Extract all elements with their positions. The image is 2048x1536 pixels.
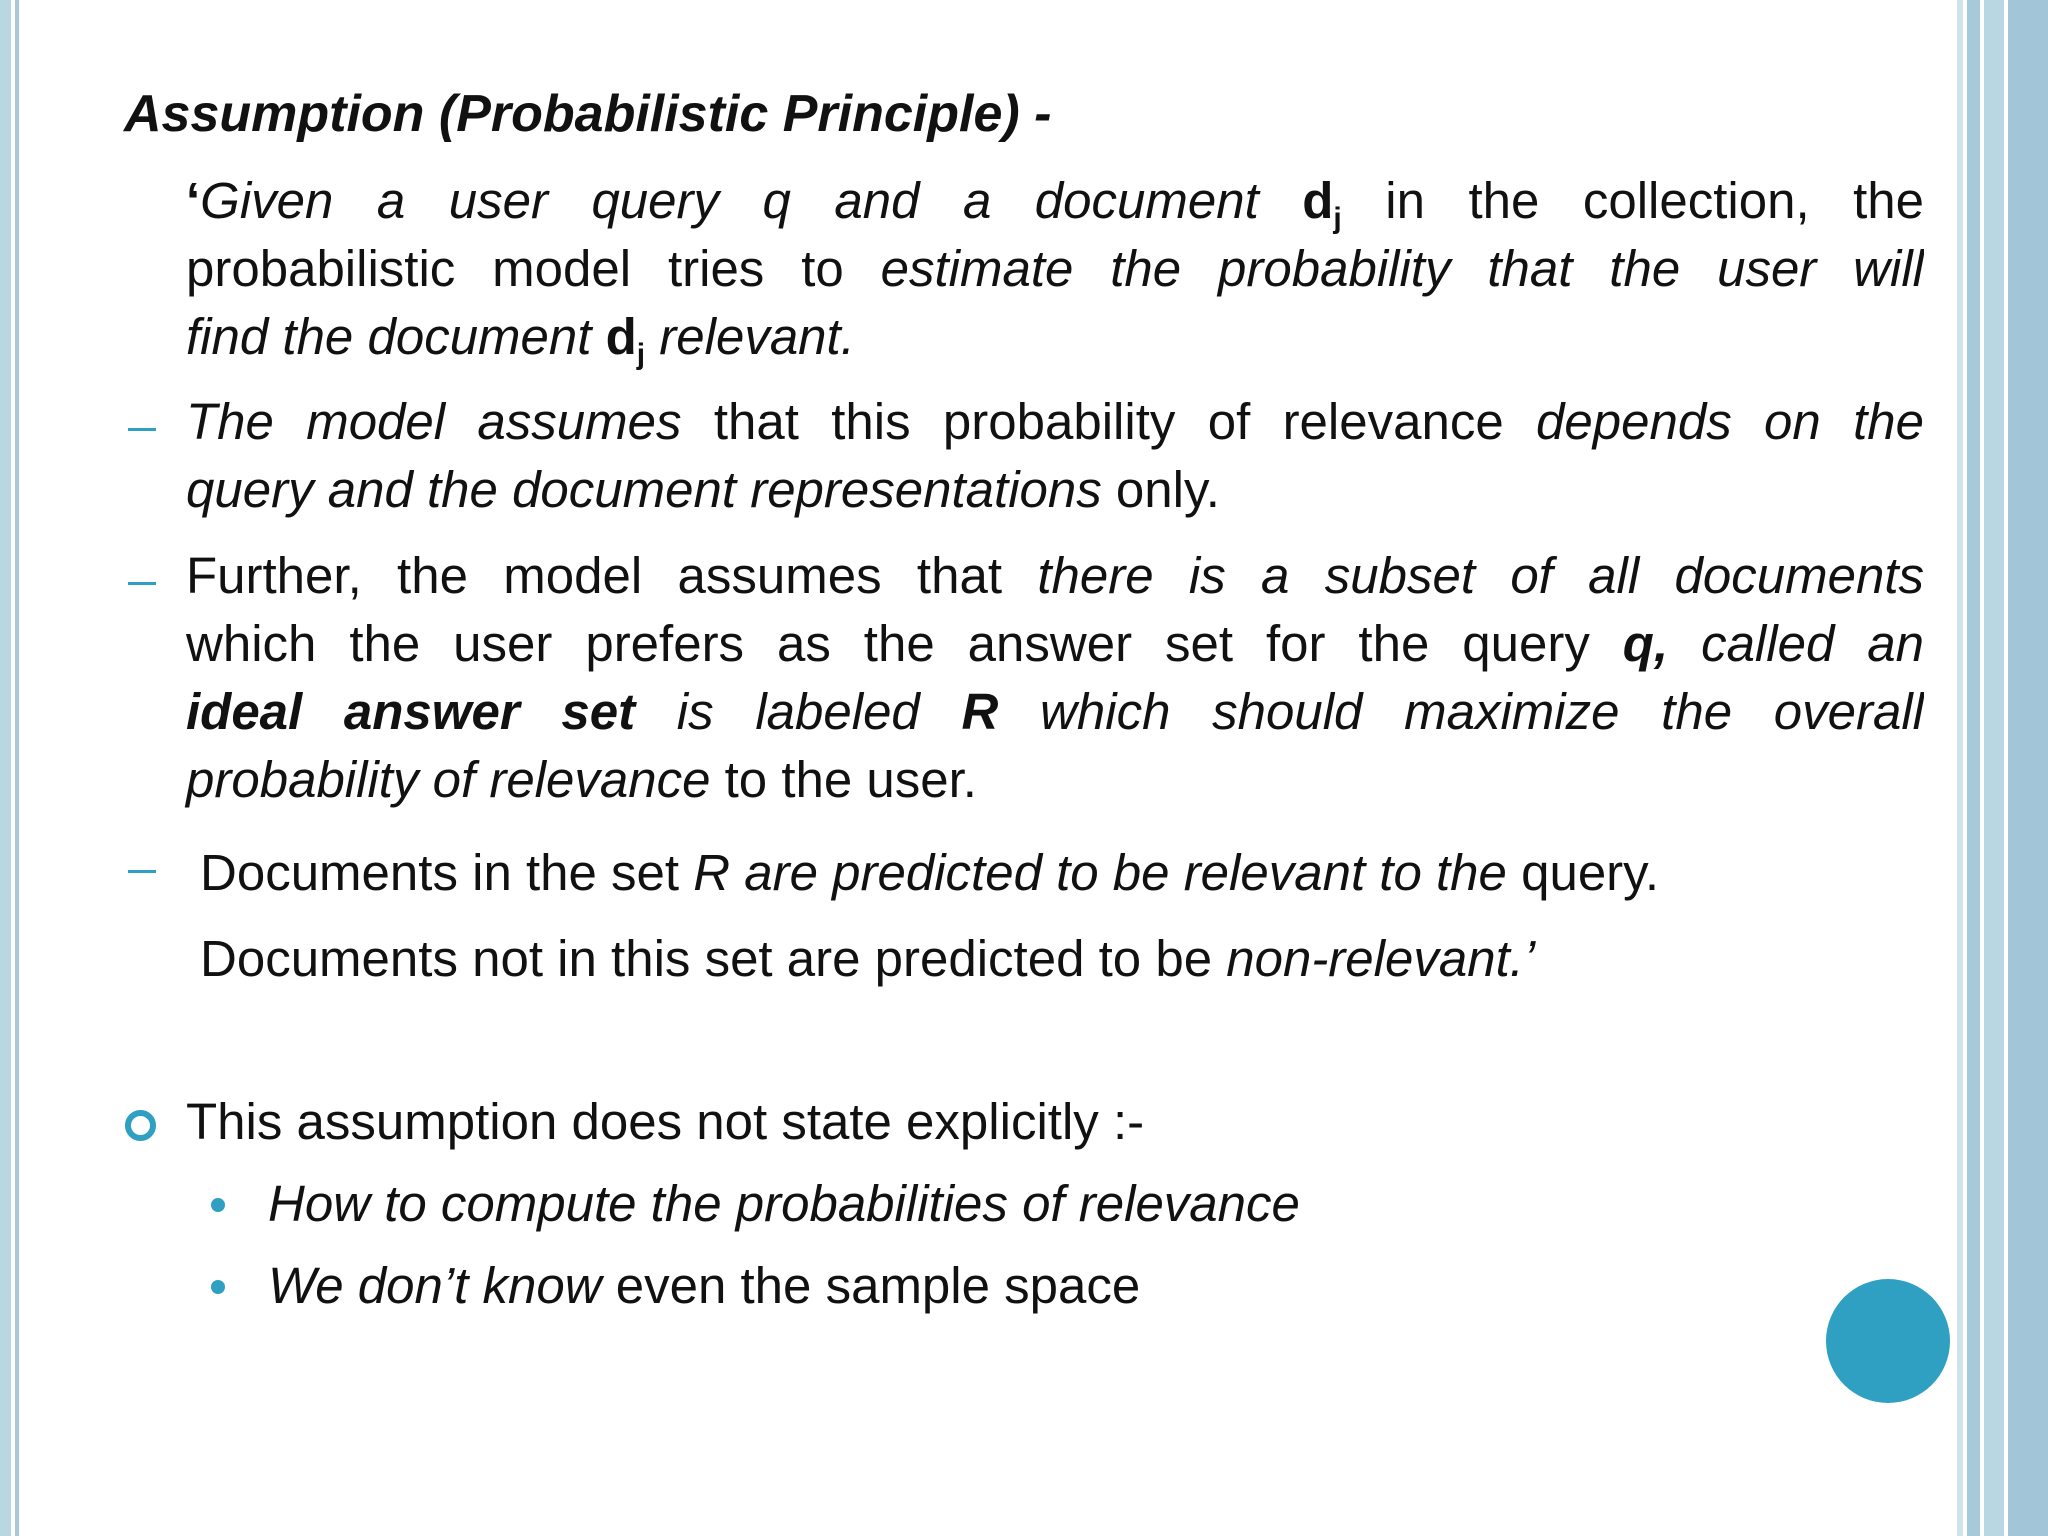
slide-title: Assumption (Probabilistic Principle) -: [124, 85, 1052, 143]
dash-item-3: [200, 830, 1920, 1002]
sub-bullet-2: We don’t know even the sample space: [268, 1257, 1141, 1314]
dash-item-2: [186, 542, 1924, 814]
quote-line-2: probabilistic model tries to estimate the probability that the user will: [186, 240, 1924, 297]
dash-item-1-line-2: query and the document representations only.: [186, 461, 1220, 518]
quote-line-3: find the document $d_j$ relevant.: [186, 308, 855, 371]
dash-item-2-line-1: Further, the model assumes that there is a subset of all documents: [186, 547, 1924, 604]
quote-paragraph: [186, 167, 1924, 371]
dash-item-2-line-4: probability of relevance to the user.: [186, 751, 977, 808]
dash-marker-3: [128, 870, 156, 873]
sub-bullet-dot-2: [211, 1280, 225, 1294]
dash-item-3-line-2: Documents not in this set are predicted to be non-relevant.’: [200, 930, 1536, 987]
dash-item-2-line-3: ideal answer set is labeled R which should maximize the overall: [186, 683, 1924, 740]
dash-marker-2: [128, 582, 156, 585]
sub-bullet-dot-1: [211, 1198, 225, 1212]
ring-bullet-icon: [125, 1110, 156, 1141]
dash-item-1: [186, 388, 1924, 524]
quote-line-1: ‘Given a user query q and a document $d_j$ in the collection, the: [186, 172, 1924, 235]
sub-bullet-1: How to compute the probabilities of relevance: [268, 1175, 1300, 1232]
dash-marker-1: [128, 428, 156, 431]
dash-item-2-line-2: which the user prefers as the answer set for the query q, called an: [186, 615, 1924, 672]
dash-item-3-line-1: Documents in the set R are predicted to be relevant to the query.: [200, 844, 1660, 901]
dash-item-1-line-1: The model assumes that this probability of relevance depends on the: [186, 393, 1924, 450]
bullet-item: This assumption does not state explicitly :-: [186, 1093, 1145, 1150]
